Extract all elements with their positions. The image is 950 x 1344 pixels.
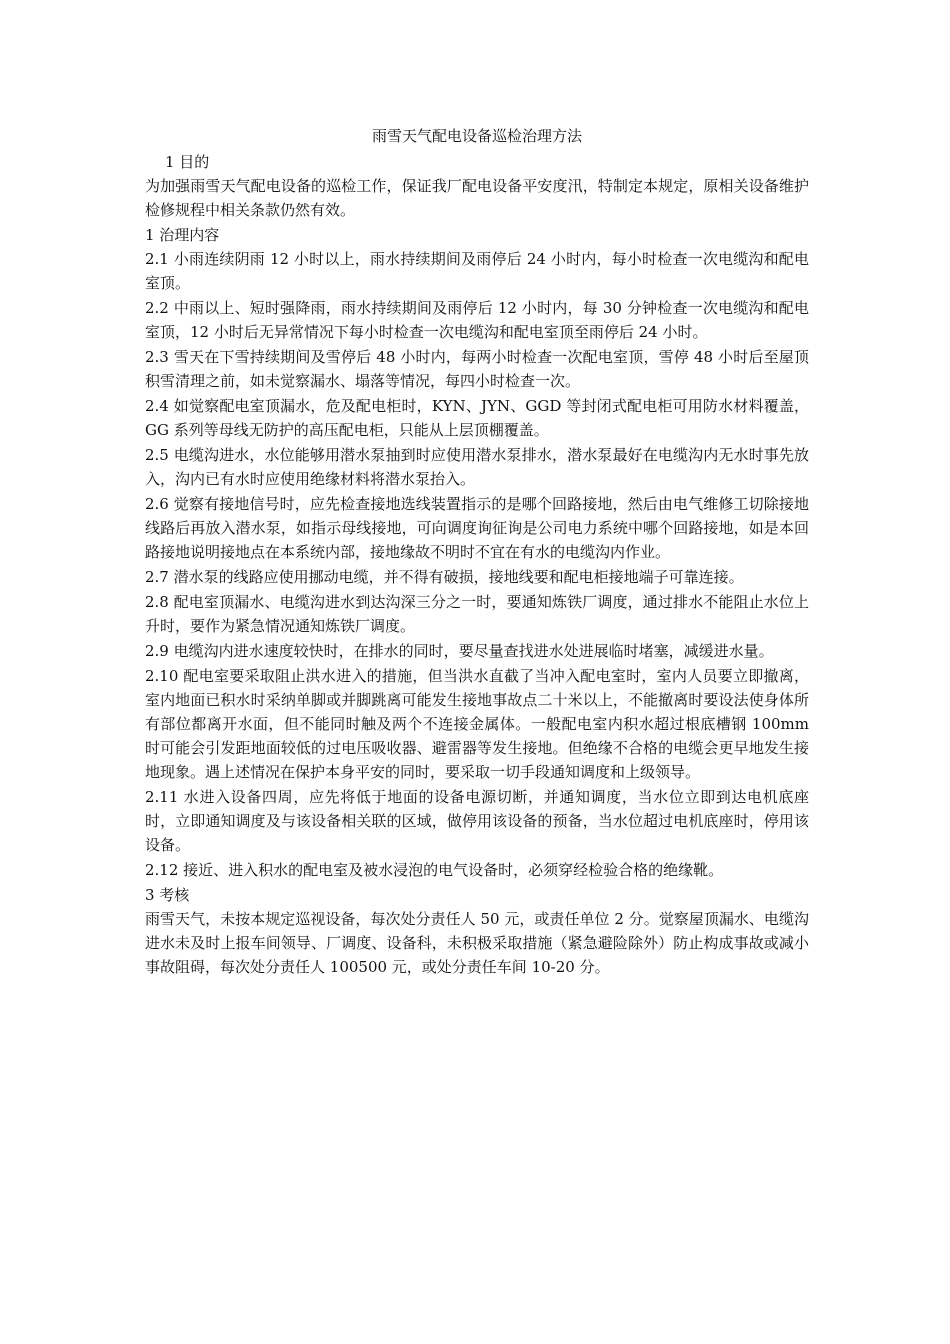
section-heading-assessment: 3 考核 (145, 886, 190, 904)
purpose-paragraph: 为加强雨雪天气配电设备的巡检工作，保证我厂配电设备平安度汛，特制定本规定，原相关设备维护检修规程中相关条款仍然有效。 (145, 177, 809, 219)
item-2-2: 2.2 中雨以上、短时强降雨，雨水持续期间及雨停后 12 小时内，每 30 分钟检查一次电缆沟和配电室顶，12 小时后无异常情况下每小时检查一次电缆沟和配电室顶至雨停后 24 小时。 (145, 299, 809, 341)
item-2-1: 2.1 小雨连续阴雨 12 小时以上，雨水持续期间及雨停后 24 小时内，每小时检查一次电缆沟和配电室顶。 (145, 250, 809, 292)
item-2-3: 2.3 雪天在下雪持续期间及雪停后 48 小时内，每两小时检查一次配电室顶，雪停 48 小时后至屋顶积雪清理之前，如未觉察漏水、塌落等情况，每四小时检查一次。 (145, 348, 809, 390)
item-2-9: 2.9 电缆沟内进水速度较快时，在排水的同时，要尽量查找进水处进展临时堵塞，减缓进水量。 (145, 642, 774, 660)
document-title: 雨雪天气配电设备巡检治理方法 (371, 127, 582, 145)
item-2-4: 2.4 如觉察配电室顶漏水，危及配电柜时，KYN、JYN、GGD 等封闭式配电柜可用防水材料覆盖，GG 系列等母线无防护的高压配电柜，只能从上层顶棚覆盖。 (145, 397, 809, 439)
section-heading-purpose: 1 目的 (165, 153, 210, 171)
item-2-6: 2.6 觉察有接地信号时，应先检查接地选线装置指示的是哪个回路接地，然后由电气维修工切除接地线路后再放入潜水泵，如指示母线接地，可向调度询征询是公司电力系统中哪个回路接地，如是本回路接地说明接地点在本系统内部，接地缘故不明时不宜在有水的电缆沟内作业。 (145, 495, 809, 561)
item-2-12: 2.12 接近、进入积水的配电室及被水浸泡的电气设备时，必须穿经检验合格的绝缘靴。 (145, 861, 724, 879)
assessment-paragraph: 雨雪天气，未按本规定巡视设备，每次处分责任人 50 元，或责任单位 2 分。觉察屋顶漏水、电缆沟进水未及时上报车间领导、厂调度、设备科，未积极采取措施（紧急避险除外）防止构成事故或减小事故阻碍，每次处分责任人 100500 元，或处分责任车间 10-20 分。 (145, 910, 809, 976)
section-heading-content: 1 治理内容 (145, 226, 220, 244)
item-2-5: 2.5 电缆沟进水，水位能够用潜水泵抽到时应使用潜水泵排水，潜水泵最好在电缆沟内无水时事先放入，沟内已有水时应使用绝缘材料将潜水泵抬入。 (145, 446, 809, 488)
item-2-7: 2.7 潜水泵的线路应使用挪动电缆，并不得有破损，接地线要和配电柜接地端子可靠连接。 (145, 568, 744, 586)
item-2-11: 2.11 水进入设备四周，应先将低于地面的设备电源切断，并通知调度，当水位立即到达电机底座时，立即通知调度及与该设备相关联的区域，做停用该设备的预备，当水位超过电机底座时，停用该设备。 (145, 788, 809, 854)
document-page (145, 124, 809, 980)
item-2-10: 2.10 配电室要采取阻止洪水进入的措施，但当洪水直截了当冲入配电室时，室内人员要立即撤离，室内地面已积水时采纳单脚或并脚跳离可能发生接地事故点二十米以上，不能撤离时要设法使身体所有部位都离开水面，但不能同时触及两个不连接金属体。一般配电室内积水超过根底槽钢 100mm 时可能会引发距地面较低的过电压吸收器、避雷器等发生接地。但绝缘不合格的电缆会更早地发生接地现象。遇上述情况在保护本身平安的同时，要采取一切手段通知调度和上级领导。 (145, 667, 809, 781)
item-2-8: 2.8 配电室顶漏水、电缆沟进水到达沟深三分之一时，要通知炼铁厂调度，通过排水不能阻止水位上升时，要作为紧急情况通知炼铁厂调度。 (145, 593, 809, 635)
